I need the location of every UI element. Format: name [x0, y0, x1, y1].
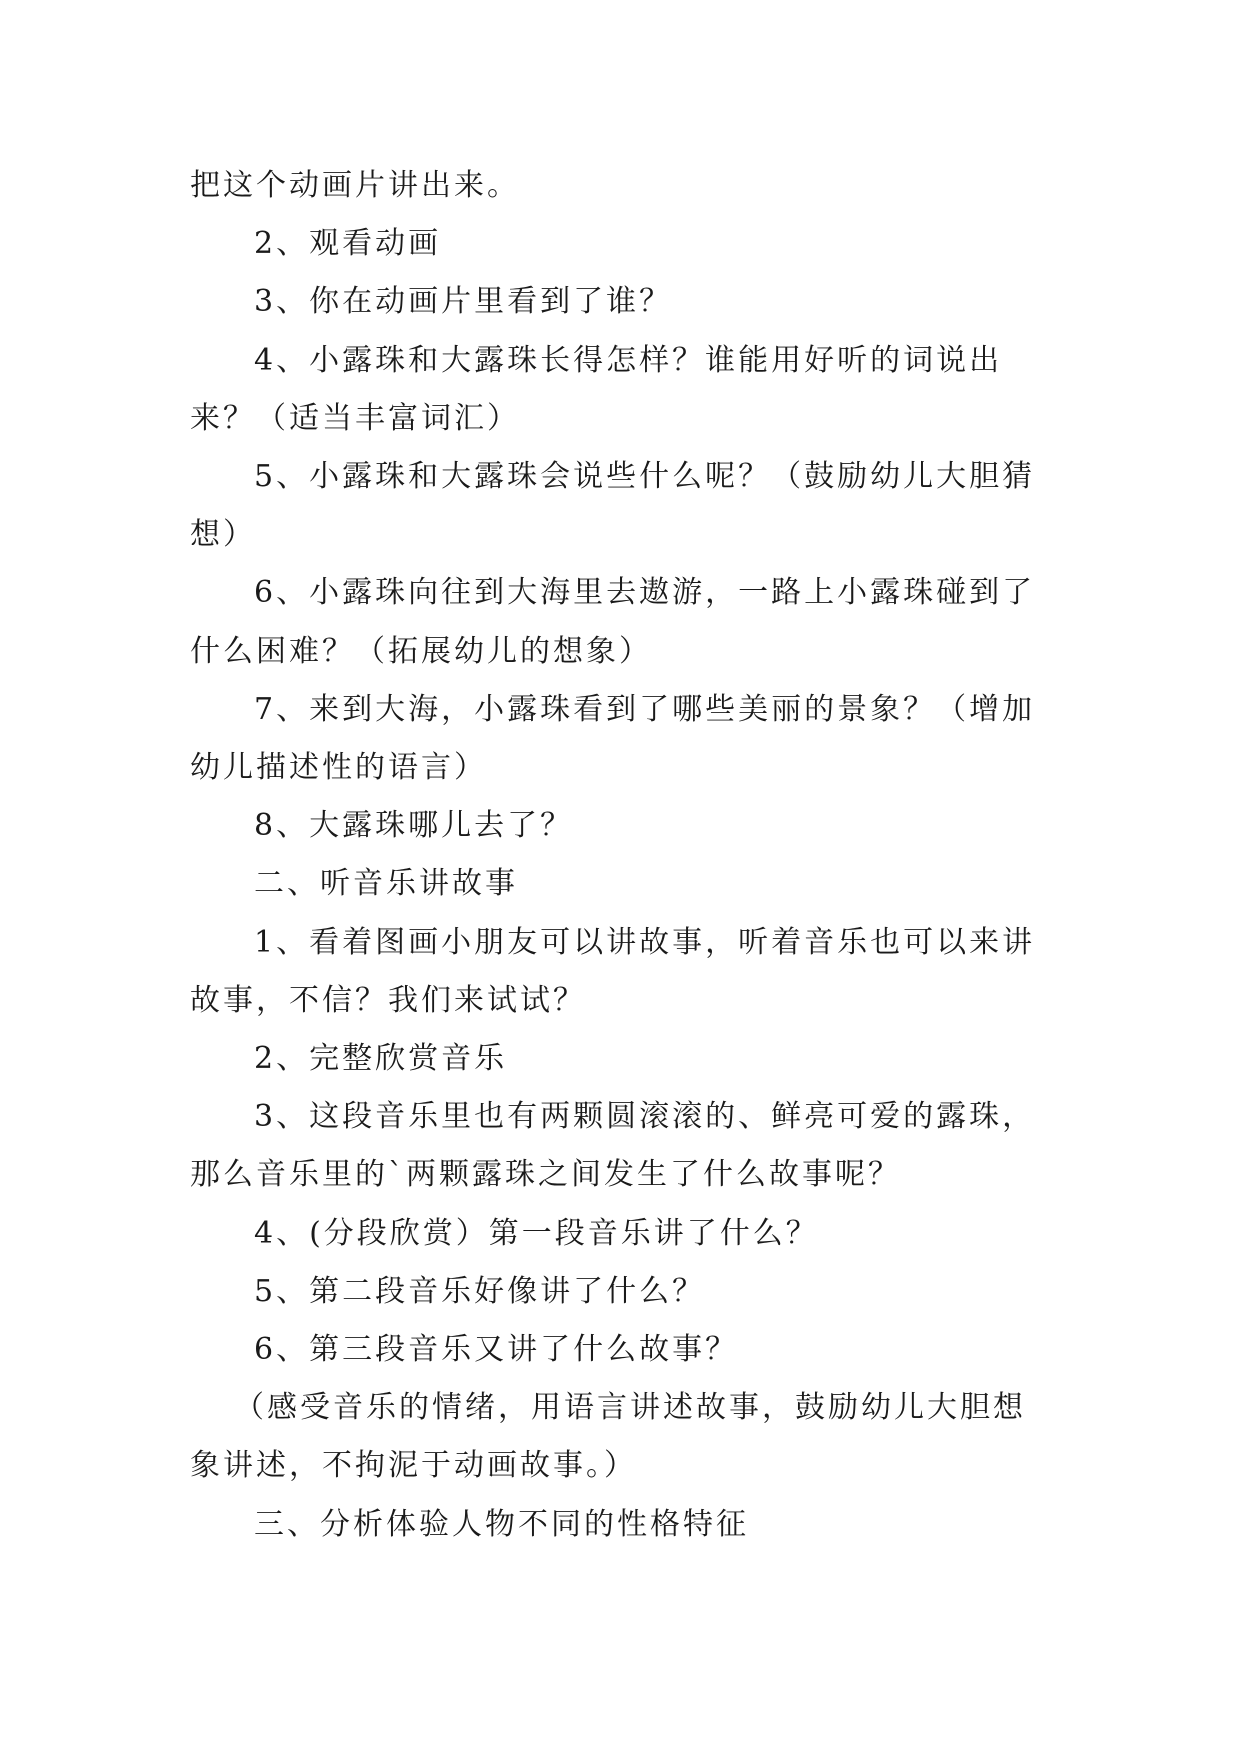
- paragraph: 7、来到大海，小露珠看到了哪些美丽的景象？（增加幼儿描述性的语言）: [190, 691, 1036, 786]
- paragraph: 5、第二段音乐好像讲了什么？: [254, 1273, 706, 1309]
- paragraph: 2、完整欣赏音乐: [254, 1041, 508, 1077]
- section-heading: 三、分析体验人物不同的性格特征: [254, 1506, 749, 1542]
- paragraph: 2、观看动画: [254, 226, 442, 262]
- paragraph: 3、你在动画片里看到了谁？: [254, 284, 673, 320]
- paragraph: （感受音乐的情绪，用语言讲述故事，鼓励幼儿大胆想象讲述，不拘泥于动画故事。）: [190, 1390, 1026, 1484]
- paragraph: 4、(分段欣赏）第一段音乐讲了什么？: [254, 1215, 819, 1251]
- paragraph: 把这个动画片讲出来。: [190, 168, 520, 203]
- paragraph: 3、这段音乐里也有两颗圆滚滚的、鲜亮可爱的露珠，那么音乐里的`两颗露珠之间发生了什么故事呢？: [190, 1099, 1036, 1193]
- paragraph: 6、第三段音乐又讲了什么故事？: [254, 1332, 739, 1368]
- document-body: [190, 157, 1050, 1554]
- paragraph: 5、小露珠和大露珠会说些什么呢？（鼓励幼儿大胆猜想）: [190, 459, 1036, 553]
- paragraph: 6、小露珠向往到大海里去遨游，一路上小露珠碰到了什么困难？（拓展幼儿的想象）: [190, 575, 1036, 669]
- paragraph: 4、小露珠和大露珠长得怎样？谁能用好听的词说出来？（适当丰富词汇）: [190, 342, 1003, 436]
- section-heading: 二、听音乐讲故事: [254, 866, 518, 902]
- paragraph: 1、看着图画小朋友可以讲故事，听着音乐也可以来讲故事，不信？我们来试试？: [190, 924, 1036, 1018]
- paragraph: 8、大露珠哪儿去了？: [254, 808, 574, 844]
